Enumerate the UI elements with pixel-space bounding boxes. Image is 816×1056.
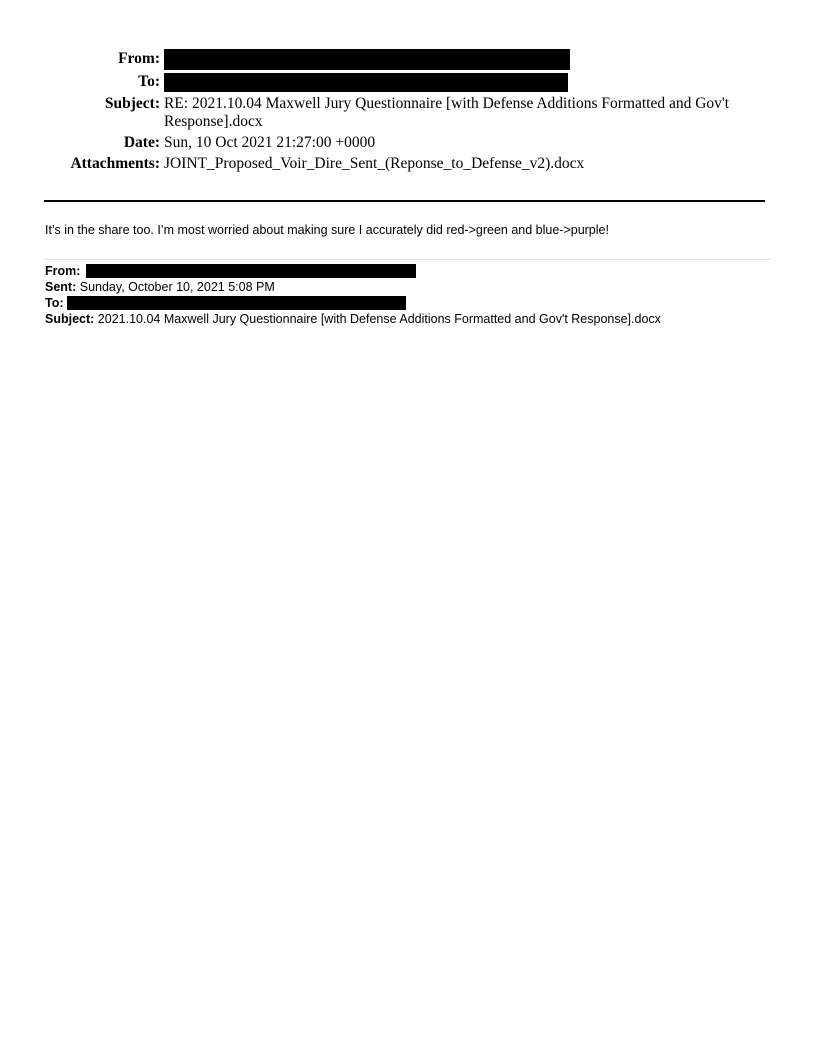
redaction-box — [67, 296, 406, 310]
quoted-subject-row — [45, 311, 765, 327]
quoted-header — [45, 263, 765, 327]
date-value: Sun, 10 Oct 2021 21:27:00 +0000 — [164, 134, 376, 151]
redaction-box — [164, 73, 568, 92]
redaction-box — [86, 264, 416, 278]
header-from-row — [60, 50, 760, 70]
quoted-to-label: To: — [45, 296, 64, 310]
attachment-link[interactable]: JOINT_Proposed_Voir_Dire_Sent_(Reponse_to_Defense_v2).docx — [164, 155, 585, 172]
message-body: It’s in the share too. I’m most worried about making sure I accurately did red->green and blue->purple! — [45, 223, 609, 237]
quoted-from-label: From: — [45, 264, 81, 278]
subject-label: Subject: — [104, 95, 160, 112]
email-header — [60, 50, 760, 176]
to-value — [164, 73, 760, 92]
subject-value: RE: 2021.10.04 Maxwell Jury Questionnaire [with Defense Additions Formatted and Gov't Response].docx — [164, 95, 730, 130]
from-label: From: — [118, 50, 160, 67]
header-to-row — [60, 73, 760, 92]
header-date-row — [60, 134, 760, 152]
quoted-from-row — [45, 263, 765, 279]
quoted-to-row — [45, 295, 765, 311]
from-value — [164, 50, 760, 70]
quoted-sent-row — [45, 279, 765, 295]
attachments-label: Attachments: — [70, 155, 160, 172]
quoted-subject-label: Subject: — [45, 312, 95, 326]
quoted-sent-label: Sent: — [45, 280, 77, 294]
redaction-box — [164, 49, 570, 70]
quoted-divider — [44, 259, 771, 260]
to-label: To: — [138, 73, 160, 90]
quoted-subject-value: 2021.10.04 Maxwell Jury Questionnaire [with Defense Additions Formatted and Gov't Response].docx — [97, 312, 661, 326]
quoted-sent-value: Sunday, October 10, 2021 5:08 PM — [79, 280, 275, 294]
header-divider — [44, 200, 765, 202]
header-subject-row — [60, 95, 760, 131]
header-attachments-row — [60, 155, 760, 173]
date-label: Date: — [123, 134, 160, 151]
